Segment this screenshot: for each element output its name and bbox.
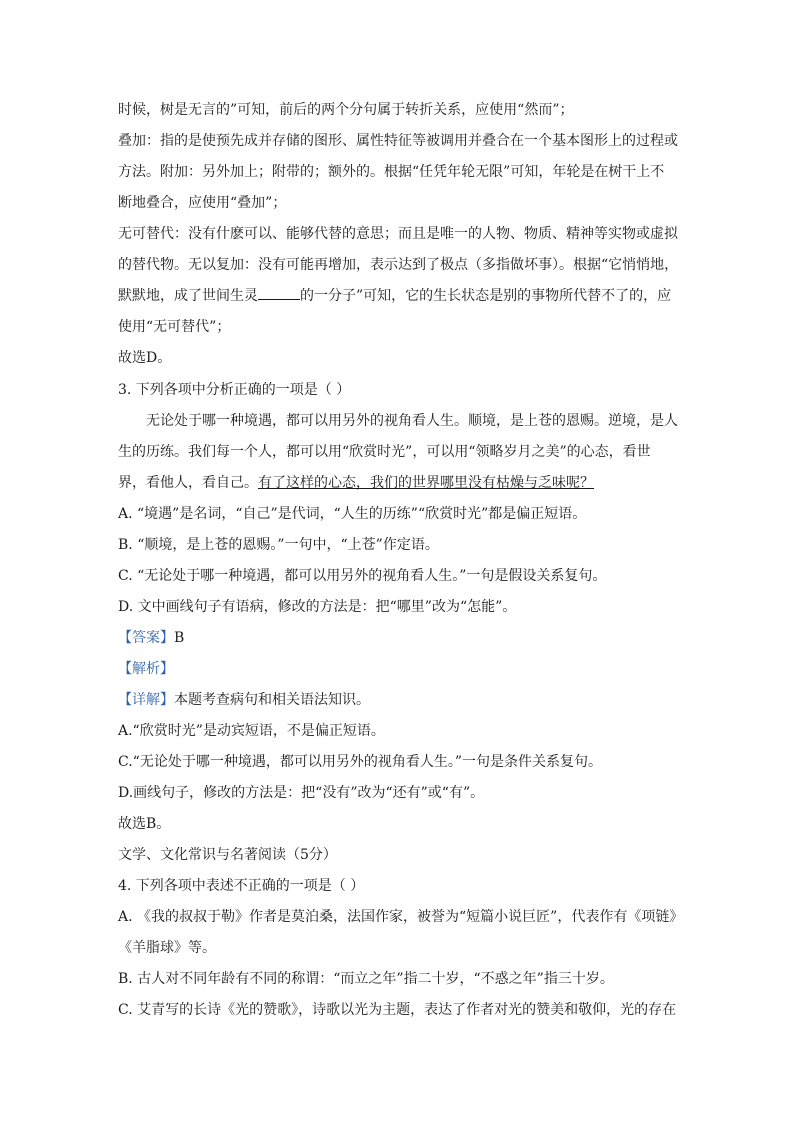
detail-line [118, 690, 370, 710]
text-line: 时候，树是无言的”可知，前后的两个分句属于转折关系，应使用“然而”； [118, 102, 574, 118]
text-line: 方法。附加：另外加上；附带的；额外的。根据“任凭年轮无限”可知，年轮是在树干上不 [118, 164, 665, 180]
fill-blank [258, 287, 300, 300]
passage-line: 无论处于哪一种境遇，都可以用另外的视角看人生。顺境，是上苍的恩赐。逆境，是人 [146, 413, 678, 429]
detail-text: 本题考查病句和相关语法知识。 [174, 692, 370, 708]
question-title: 3. 下列各项中分析正确的一项是（ ） [118, 382, 351, 398]
option-b: B. 古人对不同年龄有不同的称谓：“而立之年”指二十岁，“不惑之年”指三十岁。 [118, 971, 614, 987]
text-line: C.“无论处于哪一种境遇，都可以用另外的视角看人生。”一句是条件关系复句。 [118, 754, 602, 770]
detail-tag: 【详解】 [118, 692, 174, 708]
analysis-tag: 【解析】 [118, 661, 174, 677]
option-a: A. “境遇”是名词，“自己”是代词，“人生的历练”“欣赏时光”都是偏正短语。 [118, 506, 587, 522]
text-line-with-blank [118, 286, 671, 306]
option-d: D. 文中画线句子有语病，修改的方法是：把“哪里”改为“怎能”。 [118, 599, 517, 615]
text-line: A.“欣赏时光”是动宾短语，不是偏正短语。 [118, 723, 385, 739]
text-line: 故选D。 [118, 350, 172, 366]
answer-value: B [174, 630, 185, 646]
option-a: A. 《我的叔叔于勒》作者是莫泊桑，法国作家，被誉为“短篇小说巨匠”，代表作有《项链》 [118, 909, 684, 925]
text-line: 断地叠合，应使用“叠加”； [118, 195, 287, 211]
section-heading: 文学、文化常识与名著阅读（5分） [118, 847, 337, 863]
option-b: B. “顺境，是上苍的恩赐。”一句中，“上苍”作定语。 [118, 537, 439, 553]
text-line: 叠加：指的是使预先成并存储的图形、属性特征等被调用并叠合在一个基本图形上的过程或 [118, 133, 678, 149]
text-line: 无可替代：没有什麽可以、能够代替的意思；而且是唯一的人物、物质、精神等实物或虚拟 [118, 226, 678, 242]
option-c: C. 艾青写的长诗《光的赞歌》，诗歌以光为主题，表达了作者对光的赞美和敬仰，光的存在 [118, 1002, 677, 1018]
text-segment: 默默地，成了世间生灵 [118, 288, 258, 304]
passage-line [118, 473, 594, 493]
text-line: D.画线句子，修改的方法是：把“没有”改为“还有”或“有”。 [118, 785, 485, 801]
question-title: 4. 下列各项中表述不正确的一项是（ ） [118, 878, 365, 894]
passage-line: 生的历练。我们每一个人，都可以用“欣赏时光”，可以用“领略岁月之美”的心态，看世 [118, 444, 651, 460]
option-a-cont: 《羊脂球》等。 [118, 940, 216, 956]
answer-tag: 【答案】 [118, 630, 174, 646]
text-line: 的替代物。无以复加：没有可能再增加，表示达到了极点（多指做坏事）。根据“它悄悄地， [118, 257, 679, 273]
text-segment: 的一分子”可知，它的生长状态是别的事物所代替不了的，应 [300, 288, 672, 304]
text-segment: 界，看他人，看自己。 [118, 475, 258, 491]
text-line: 使用“无可替代”； [118, 319, 231, 335]
text-line: 故选B。 [118, 816, 171, 832]
option-c: C. “无论处于哪一种境遇，都可以用另外的视角看人生。”一句是假设关系复句。 [118, 568, 607, 584]
answer-line [118, 628, 184, 648]
underlined-sentence: 有了这样的心态，我们的世界哪里没有枯燥与乏味呢？ [258, 475, 594, 491]
